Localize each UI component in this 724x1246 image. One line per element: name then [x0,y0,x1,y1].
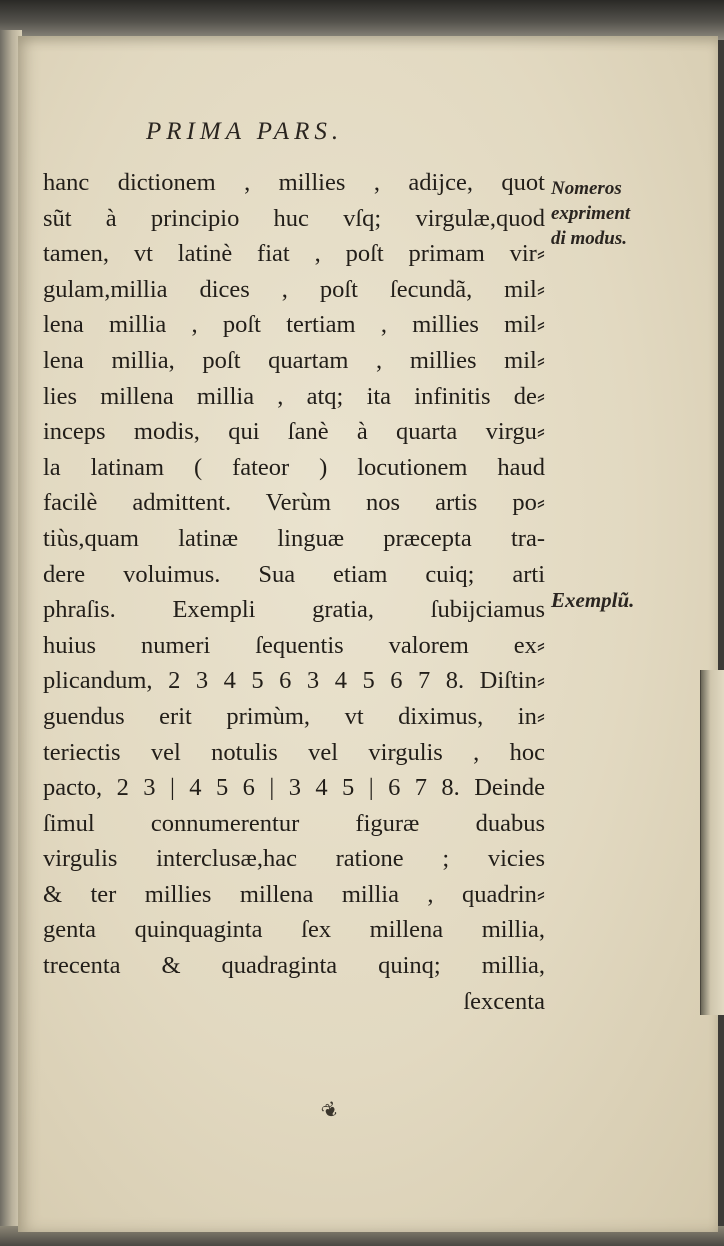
margin-note-example [551,588,634,613]
text-line: phraſis. Exempli gratia, ſubijciamus [43,596,545,624]
margin-note-line: expriment [551,203,631,224]
text-line: virgulis interclusæ,hac ratione ; vicies [43,845,545,873]
margin-note-numbers [551,176,630,251]
text-line: la latinam ( fateor ) locutionem haud [43,453,545,481]
text-line: plicandum, 2 3 4 5 6 3 4 5 6 7 8. Diſtin⸗ [43,667,545,695]
margin-note-line: Nomeros [551,178,622,199]
text-line: guendus erit primùm, vt diximus, in⸗ [43,702,545,730]
body-text [43,165,545,1019]
text-line: inceps modis, qui ſanè à quarta virgu⸗ [43,418,545,446]
margin-note-line: Exemplũ. [551,588,635,612]
running-head: PRIMA PARS. [146,118,344,145]
text-line: pacto, 2 3 | 4 5 6 | 3 4 5 | 6 7 8. Deinde [43,774,545,802]
catchword: ſexcenta [463,987,545,1015]
foldout-sheet-edge [700,670,724,1015]
text-line: lena millia, poſt quartam , millies mil⸗ [43,346,545,374]
text-line: facilè admittent. Verùm nos artis po⸗ [43,489,545,517]
text-line: trecenta & quadraginta quinq; millia, [43,952,545,980]
text-line: & ter millies millena millia , quadrin⸗ [43,880,545,908]
text-line: sũt à principio huc vſq; virgulæ,quod [43,204,545,232]
book-binding-top [0,0,724,40]
margin-note-line: di modus. [551,228,628,249]
text-line: tiùs,quam latinæ linguæ præcepta tra- [43,524,545,552]
text-line: huius numeri ſequentis valorem ex⸗ [43,631,545,659]
text-line: teriectis vel notulis vel virgulis , hoc [43,738,545,766]
text-line: genta quinquaginta ſex millena millia, [43,916,545,944]
text-line: lies millena millia , atq; ita infinitis de⸗ [43,382,545,410]
text-line: tamen, vt latinè fiat , poſt primam vir⸗ [43,240,545,268]
text-line: dere voluimus. Sua etiam cuiq; arti [43,560,545,588]
text-line: gulam,millia dices , poſt ſecundã, mil⸗ [43,275,545,303]
text-line: hanc dictionem , millies , adijce, quot [43,169,545,196]
text-line: lena millia , poſt tertiam , millies mil⸗ [43,311,545,339]
printers-ornament-icon: ❦ [317,1097,344,1125]
text-line: ſimul connumerentur figuræ duabus [43,809,545,837]
